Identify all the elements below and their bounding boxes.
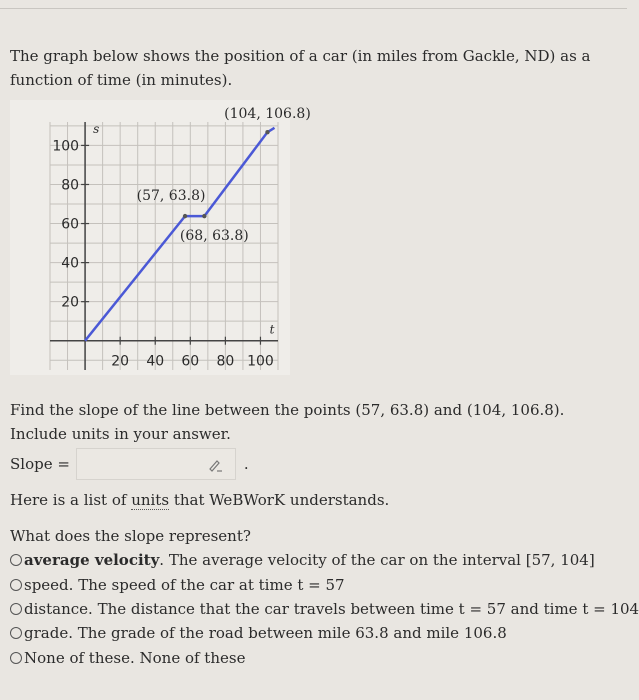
slope-label: Slope = [10, 455, 70, 473]
option-separator: . [68, 624, 78, 642]
y-tick-label: 100 [52, 138, 80, 155]
units-info [10, 488, 620, 512]
position-time-graph [10, 100, 311, 375]
option-2[interactable] [10, 573, 622, 597]
y-tick-label: 80 [61, 177, 80, 194]
x-tick-label: 40 [146, 353, 165, 370]
y-tick-label: 40 [61, 255, 80, 272]
slope-period: . [243, 455, 249, 473]
x-tick-label: 60 [181, 353, 200, 370]
slope-input[interactable] [76, 448, 236, 480]
option-description: The speed of the car at time t = 57 [78, 576, 345, 594]
point-annotation: (57, 63.8) [136, 188, 206, 205]
radio-button[interactable] [10, 627, 22, 639]
x-axis-label: t [269, 322, 275, 337]
data-point [183, 214, 187, 218]
y-tick-label: 60 [61, 216, 80, 233]
x-tick-label: 100 [247, 353, 274, 370]
option-separator: . [88, 600, 98, 618]
data-point [202, 214, 206, 218]
option-description: None of these [139, 649, 246, 667]
option-description: The distance that the car travels between time t = 57 and time t = 104 [97, 600, 639, 618]
pencil-icon[interactable] [207, 458, 223, 472]
units-suffix: that WeBWorK understands. [169, 491, 390, 509]
option-term: distance [24, 600, 89, 618]
option-4[interactable] [10, 621, 622, 645]
data-point [265, 130, 269, 134]
option-separator: . [159, 551, 169, 569]
option-description: The grade of the road between mile 63.8 and mile 106.8 [77, 624, 507, 642]
option-term: average velocity [24, 551, 160, 569]
point-annotation: (68, 63.8) [179, 228, 249, 245]
option-term: grade [24, 624, 69, 642]
radio-button[interactable] [10, 579, 22, 591]
x-tick-label: 80 [216, 353, 235, 370]
option-3[interactable] [10, 597, 639, 621]
slope-question-text: Find the slope of the line between the points (57, 63.8) and (104, 106.8). Include units in your answer. [10, 401, 565, 443]
option-description: The average velocity of the car on the interval [57, 104] [168, 551, 595, 569]
option-term: None of these [24, 649, 130, 667]
point-annotation: (104, 106.8) [224, 106, 311, 123]
option-term: speed [24, 576, 69, 594]
radio-button[interactable] [10, 652, 22, 664]
option-separator: . [129, 649, 140, 667]
represent-question: What does the slope represent? [10, 527, 251, 545]
top-divider [0, 8, 627, 9]
option-1[interactable] [10, 548, 622, 572]
option-5[interactable] [10, 646, 622, 670]
radio-button[interactable] [10, 554, 22, 566]
units-prefix: Here is a list of [10, 491, 132, 509]
x-tick-label: 20 [111, 353, 130, 370]
y-tick-label: 20 [61, 294, 80, 311]
units-link[interactable]: units [131, 491, 170, 509]
option-separator: . [68, 576, 79, 594]
slope-answer-row [10, 448, 249, 480]
radio-button[interactable] [10, 603, 22, 615]
intro-text: The graph below shows the position of a car (in miles from Gackle, ND) as a function of time (in minutes). [10, 47, 591, 89]
y-axis-label: s [93, 122, 100, 136]
